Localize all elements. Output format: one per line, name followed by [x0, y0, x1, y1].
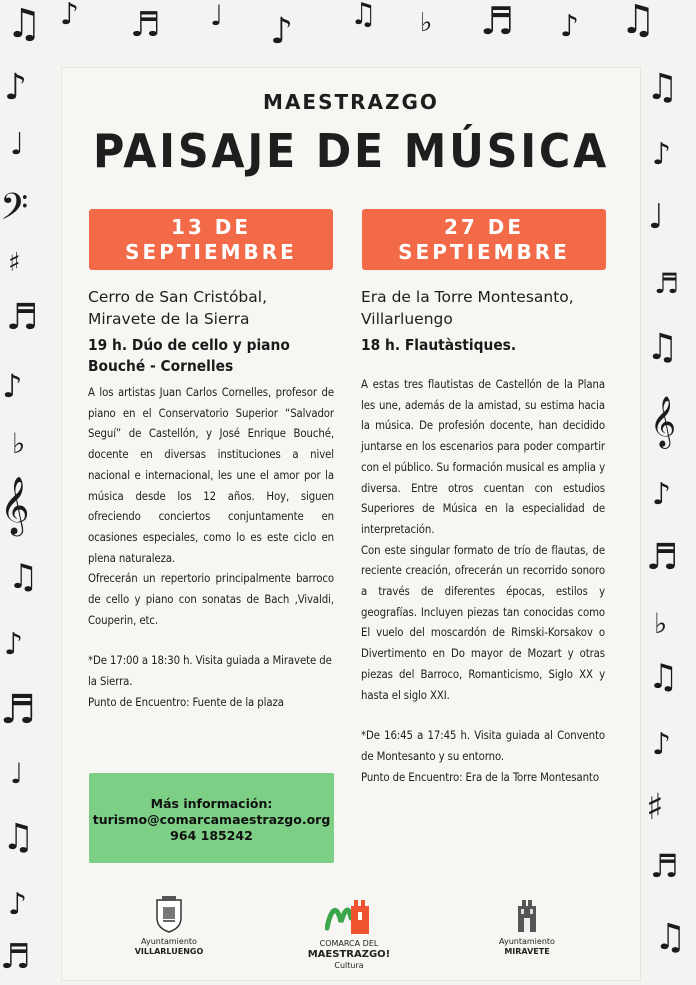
meeting-point: Punto de Encuentro: Era de la Torre Montesanto — [361, 770, 599, 784]
event-repertoire: Ofrecerán un repertorio principalmente barroco de cello y piano con sonatas de Bach ,Vivaldi, Couperin, etc. — [88, 572, 334, 627]
venue-line: Cerro de San Cristóbal, — [88, 288, 267, 306]
logo-text: VILLARLUENGO — [134, 947, 204, 956]
villarluengo-shield-icon — [153, 894, 185, 934]
comarca-tower-icon — [325, 894, 373, 936]
miravete-logo — [482, 894, 572, 957]
date-day: 13 DE — [170, 215, 252, 239]
event-column-left — [88, 286, 334, 714]
logo-text: Cultura — [334, 961, 364, 970]
info-phone: 964 185242 — [170, 828, 253, 843]
info-email-link[interactable]: turismo@comarcamaestrazgo.org — [92, 812, 331, 827]
music-notes-background: ♫ ♪ ♬ ♩ ♪ ♫ ♭ ♬ ♪ ♫ ♪ ♩ 𝄢 ♯ ♬ ♪ ♭ 𝄞 ♫ ♪ ♬ ♩ ♫ ♪ ♬ ♫ ♪ ♩ ♬ ♫ 𝄞 ♪ ♬ ♭ ♫ ♪ ♯ ♬ ♫ — [0, 0, 687, 977]
logo-text: Ayuntamiento — [499, 937, 555, 946]
comarca-logo — [304, 894, 394, 971]
page-title: PAISAJE DE MÚSICA — [92, 124, 610, 178]
venue — [88, 286, 334, 330]
event-repertoire: Con este singular formato de trío de flautas, de reciente creación, ofrecerán un recorrido sonoro a través de diferentes épocas, estilos y geografías. Incluyen piezas tan conocidas como El vuelo del moscardón de Rimski-Korsakov o Divertimento en Do mayor de Mozart y otras piezas del Barroco, Romanticismo, Siglo XX y hasta el siglo XXI. — [361, 543, 605, 702]
date-month: SEPTIEMBRE — [398, 240, 570, 264]
date-badge-right — [362, 209, 606, 270]
info-label: Más información: — [150, 796, 273, 811]
event-column-right — [361, 286, 605, 788]
villarluengo-logo — [124, 894, 214, 957]
logo-text: MIRAVETE — [504, 947, 550, 956]
event-title-line: 19 h. Dúo de cello y piano — [88, 336, 290, 354]
date-month: SEPTIEMBRE — [125, 240, 297, 264]
more-info-box — [89, 773, 334, 863]
guided-visit: *De 17:00 a 18:30 h. Visita guiada a Miravete de la Sierra. — [88, 654, 332, 689]
guided-visit: *De 16:45 a 17:45 h. Visita guiada al Convento de Montesanto y su entorno. — [361, 729, 605, 763]
brand-heading: MAESTRAZGO — [263, 90, 439, 114]
event-title-line: Bouché - Cornelles — [88, 357, 234, 375]
venue-line: Villarluengo — [361, 310, 453, 328]
meeting-point: Punto de Encuentro: Fuente de la plaza — [88, 695, 284, 709]
event-description: A los artistas Juan Carlos Cornelles, profesor de piano en el Conservatorio Superior “Salvador Seguí” de Castellón, y José Enrique Bouché, docente en diversas instituciones a nivel nacional e internacional, les une el amor por la música desde los 12 años. Hoy, siguen ofreciendo conciertos conjuntamente en ocasiones especiales, como lo es este ciclo en plena naturaleza. — [88, 386, 334, 565]
date-badge-left — [89, 209, 333, 270]
poster-card — [62, 68, 640, 980]
logo-text: MAESTRAZGO! — [307, 949, 391, 960]
venue-line: Miravete de la Sierra — [88, 310, 250, 328]
logo-text: Ayuntamiento — [141, 937, 197, 946]
event-description: A estas tres flautistas de Castellón de la Plana les une, además de la amistad, su estima hacia la música. De profesión docente, han decidido juntarse en los escenarios para poder compartir con el público. Su formación musical es amplia y diversa. Entre otros cuentan con estudios Superiores de Música en la especialidad de interpretación. — [361, 378, 605, 536]
sponsor-logos — [62, 894, 640, 974]
venue — [361, 286, 605, 330]
date-day: 27 DE — [443, 215, 525, 239]
event-title — [88, 335, 336, 377]
miravete-castle-icon — [512, 894, 542, 934]
event-title: 18 h. Flautàstiques. — [361, 336, 517, 354]
venue-line: Era de la Torre Montesanto, — [361, 288, 574, 306]
logo-text: COMARCA DEL — [319, 939, 379, 948]
